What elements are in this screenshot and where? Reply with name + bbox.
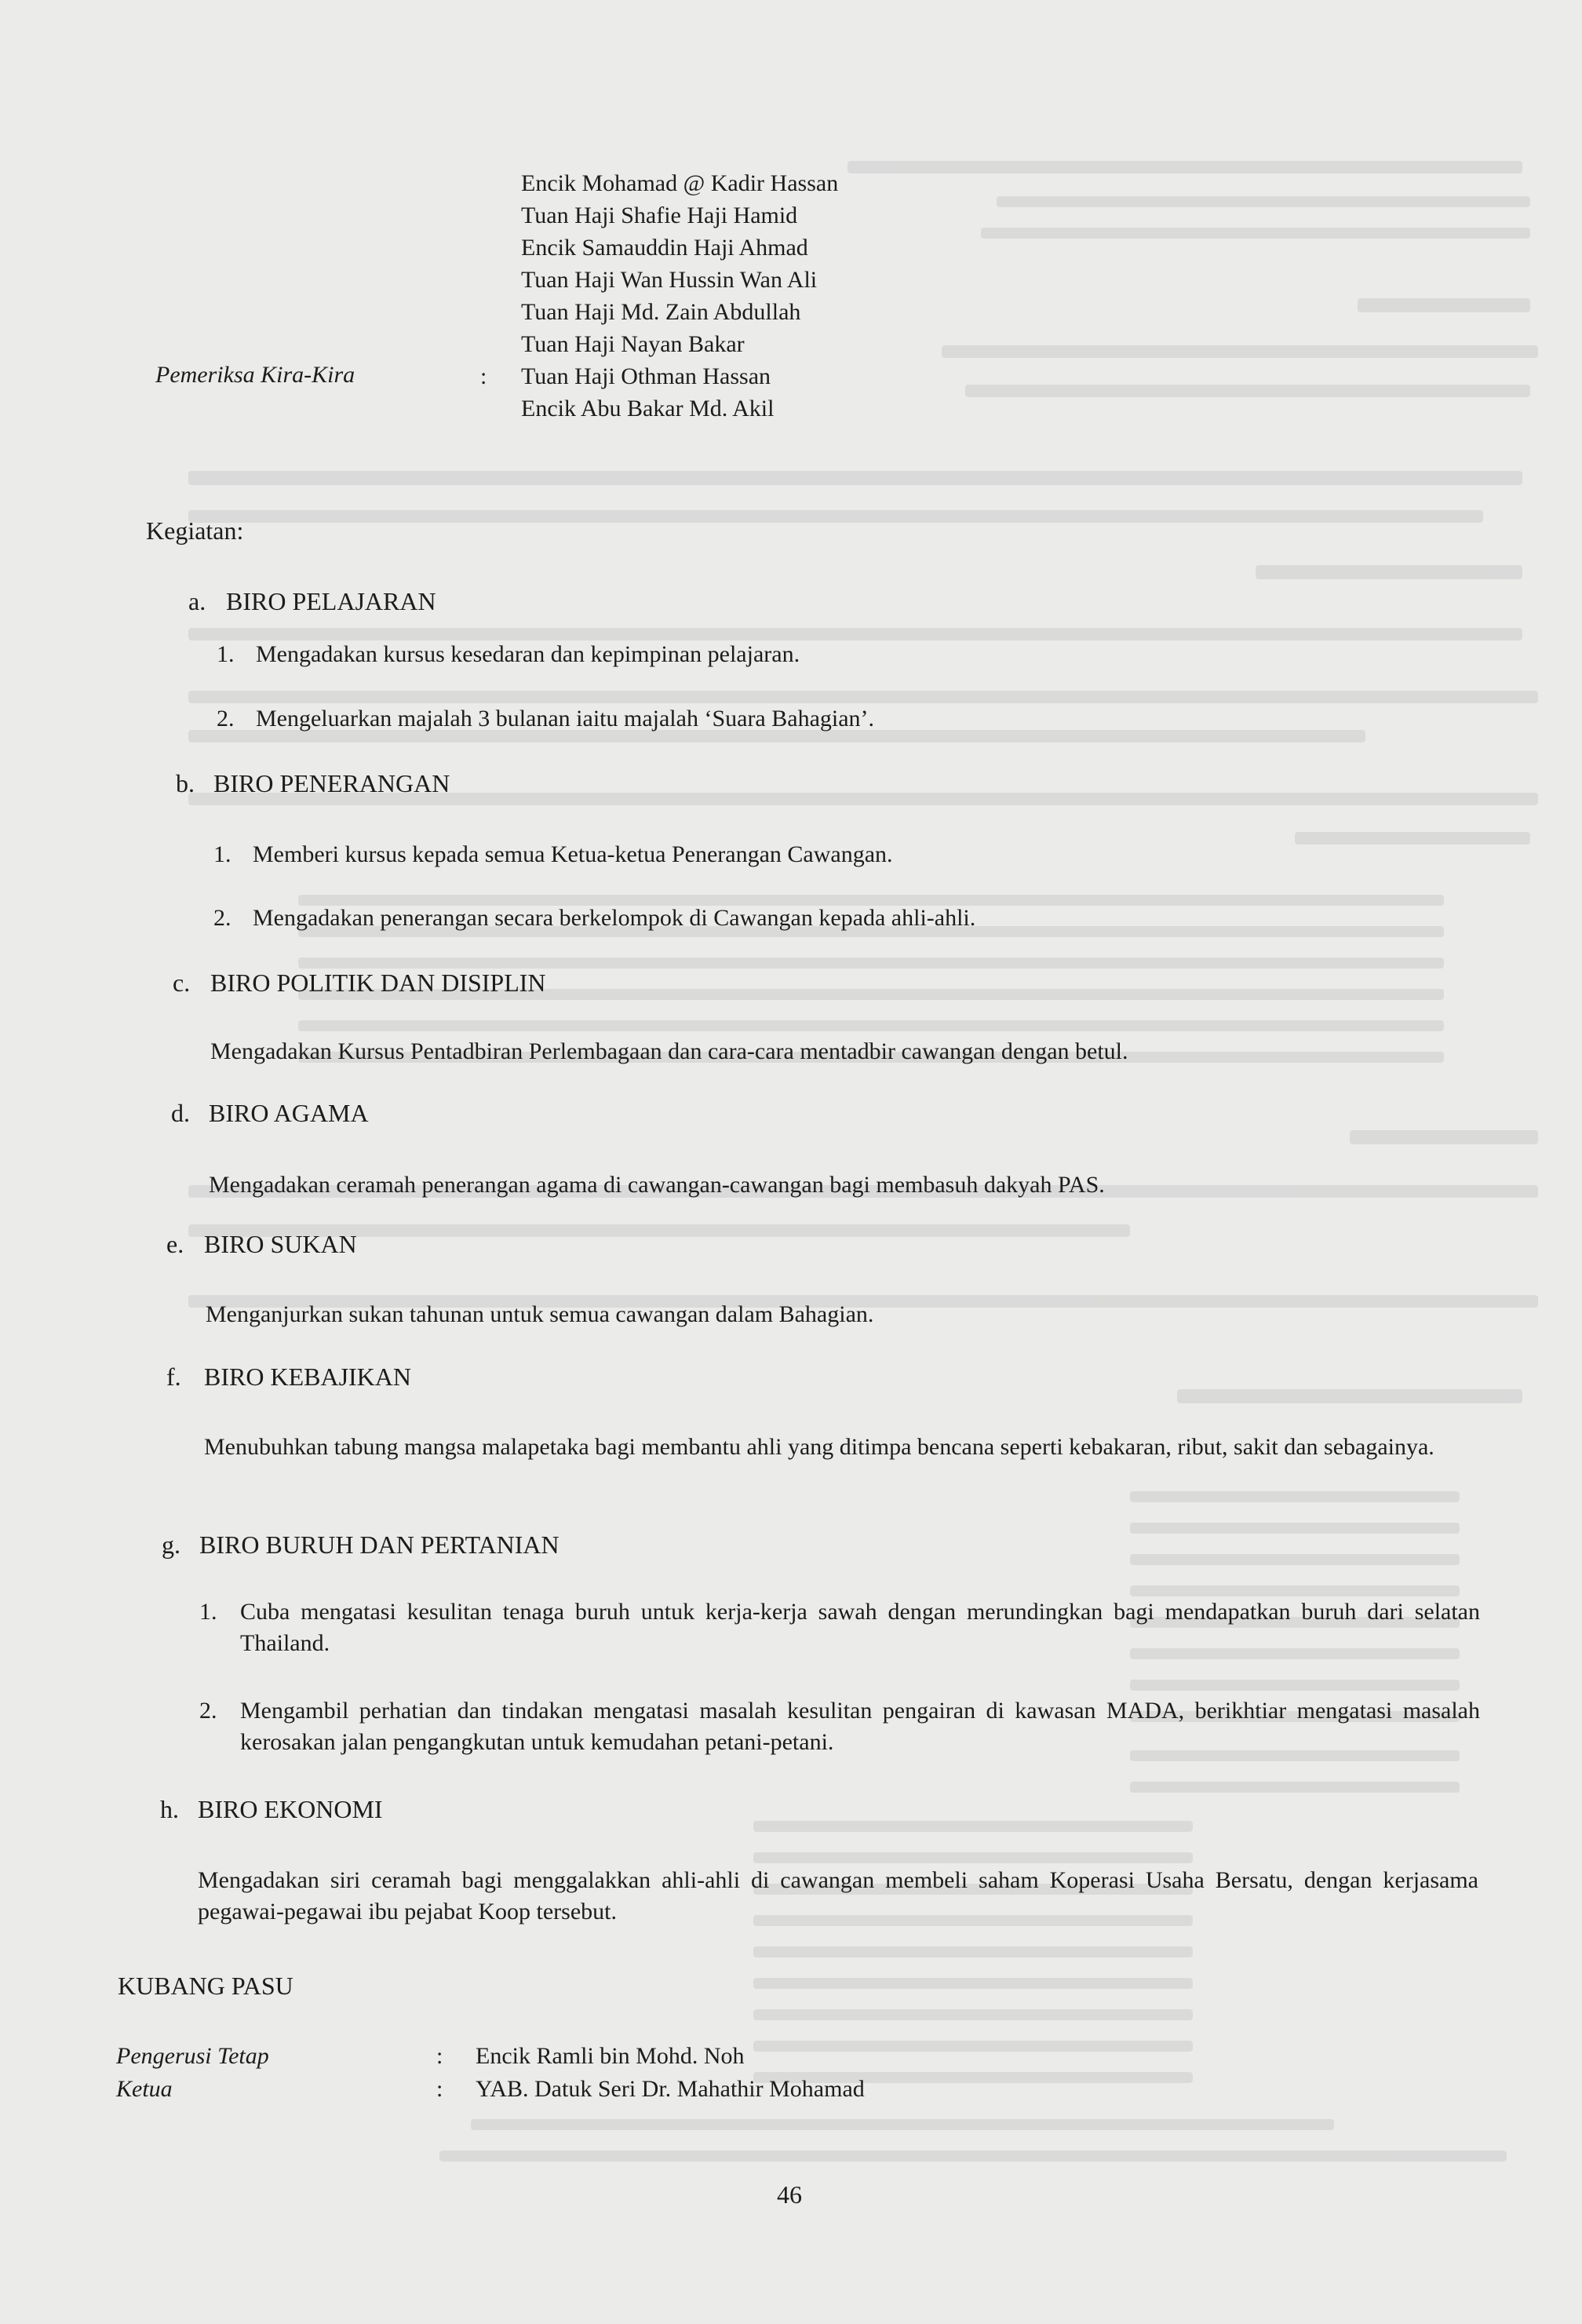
section-text: Mengadakan Kursus Pentadbiran Perlembagaan dan cara-cara mentadbir cawangan dengan betul. [210, 1038, 1128, 1064]
row-value: YAB. Datuk Seri Dr. Mahathir Mohamad [476, 2076, 865, 2102]
row-label: Pengerusi Tetap [116, 2043, 269, 2069]
section-letter: a. [188, 587, 206, 615]
row-label: Ketua [116, 2076, 173, 2102]
item-number: 1. [199, 1599, 217, 1625]
section-title: BIRO AGAMA [209, 1099, 369, 1127]
auditor-name: Tuan Haji Wan Hussin Wan Ali [521, 267, 818, 293]
row-value: Encik Ramli bin Mohd. Noh [476, 2043, 745, 2069]
auditor-name: Encik Samauddin Haji Ahmad [521, 235, 808, 261]
section-letter: b. [176, 769, 195, 797]
section-text: Mengadakan ceramah penerangan agama di cawangan-cawangan bagi membasuh dakyah PAS. [209, 1172, 1105, 1198]
section-letter: f. [166, 1363, 181, 1391]
item-number: 2. [213, 905, 231, 931]
section-title: BIRO SUKAN [204, 1230, 357, 1258]
auditor-name: Tuan Haji Othman Hassan [521, 363, 771, 389]
section-title: BIRO EKONOMI [198, 1795, 383, 1823]
item-text: Memberi kursus kepada semua Ketua-ketua Penerangan Cawangan. [253, 841, 893, 867]
row-colon: : [436, 2076, 443, 2102]
auditor-name: Encik Abu Bakar Md. Akil [521, 396, 775, 421]
auditors-label: Pemeriksa Kira-Kira [155, 362, 355, 388]
row-colon: : [436, 2043, 443, 2069]
item-number: 1. [217, 641, 235, 667]
page-number: 46 [777, 2180, 802, 2209]
auditor-name: Tuan Haji Nayan Bakar [521, 331, 745, 357]
auditor-name: Encik Mohamad @ Kadir Hassan [521, 170, 839, 196]
item-text: Mengadakan kursus kesedaran dan kepimpinan pelajaran. [256, 641, 800, 667]
section-letter: c. [173, 969, 191, 997]
auditor-name: Tuan Haji Md. Zain Abdullah [521, 299, 801, 325]
item-number: 1. [213, 841, 231, 867]
section-title: BIRO PENERANGAN [213, 769, 450, 797]
item-text: Mengeluarkan majalah 3 bulanan iaitu majalah ‘Suara Bahagian’. [256, 706, 875, 731]
item-text: Mengadakan penerangan secara berkelompok di Cawangan kepada ahli-ahli. [253, 905, 976, 931]
section-text: Menganjurkan sukan tahunan untuk semua cawangan dalam Bahagian. [206, 1301, 874, 1327]
section-title: BIRO PELAJARAN [226, 587, 436, 615]
section-letter: e. [166, 1230, 184, 1258]
item-number: 2. [217, 706, 235, 731]
item-text: Mengambil perhatian dan tindakan mengatasi masalah kesulitan pengairan di kawasan MADA, berikhtiar mengatasi masalah kerosakan jalan pengangkutan untuk kemudahan petani-petani. [240, 1698, 1480, 1755]
kubang-pasu-heading: KUBANG PASU [118, 1972, 293, 2000]
activities-heading: Kegiatan: [146, 516, 244, 545]
section-title: BIRO BURUH DAN PERTANIAN [199, 1530, 560, 1559]
auditor-name: Tuan Haji Shafie Haji Hamid [521, 202, 798, 228]
section-letter: g. [162, 1530, 180, 1559]
section-title: BIRO POLITIK DAN DISIPLIN [210, 969, 546, 997]
auditors-colon: : [480, 363, 487, 389]
section-letter: d. [171, 1099, 190, 1127]
section-text: Mengadakan siri ceramah bagi menggalakkan ahli-ahli di cawangan membeli saham Koperasi Usaha Bersatu, dengan kerjasama pegawai-pegawai ibu pejabat Koop tersebut. [198, 1867, 1478, 1925]
item-number: 2. [199, 1698, 217, 1724]
section-title: BIRO KEBAJIKAN [204, 1363, 411, 1391]
section-letter: h. [160, 1795, 179, 1823]
item-text: Cuba mengatasi kesulitan tenaga buruh untuk kerja-kerja sawah dengan merundingkan bagi mendapatkan buruh dari selatan Thailand. [240, 1599, 1480, 1656]
section-text: Menubuhkan tabung mangsa malapetaka bagi membantu ahli yang ditimpa bencana seperti kebakaran, ribut, sakit dan sebagainya. [204, 1434, 1434, 1460]
